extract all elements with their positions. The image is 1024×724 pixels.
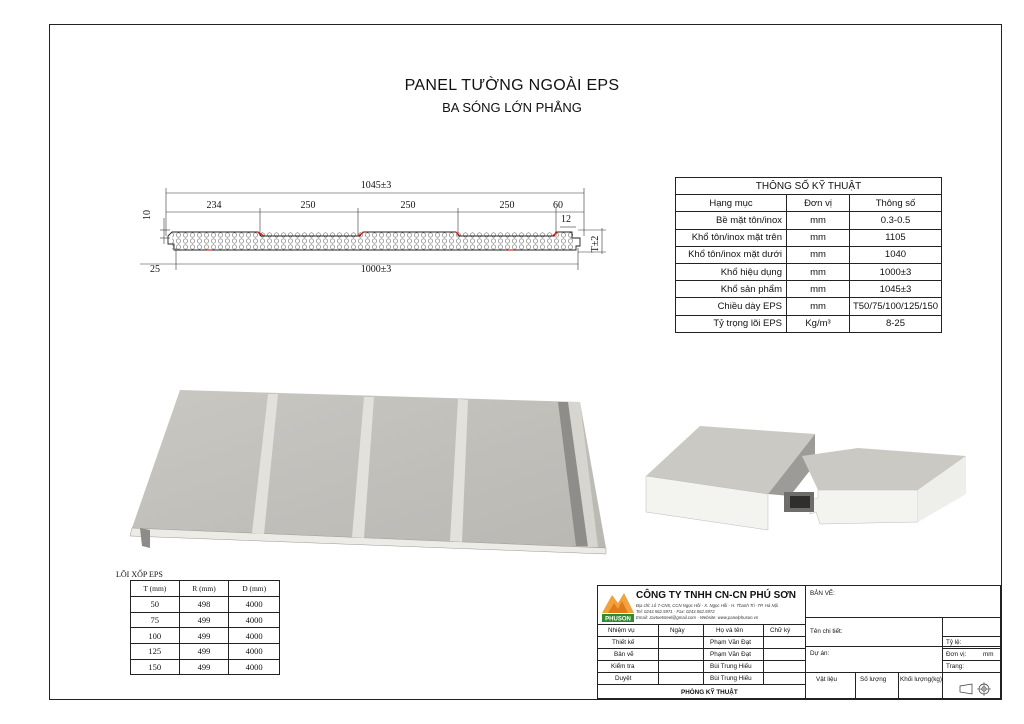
- ten-chi-tiet-label: Tên chi tiết:: [810, 628, 843, 635]
- panel-render: [128, 380, 608, 555]
- core-cell: 4000: [229, 659, 280, 675]
- spec-cell: Bề mặt tôn/inox: [676, 212, 787, 229]
- core-header: T (mm): [131, 581, 180, 597]
- ty-le-label: Tỷ lệ:: [946, 639, 962, 646]
- logo-text: PHUSON: [605, 616, 631, 623]
- table-row: [131, 628, 280, 644]
- dim-effective-width: 1000±3: [360, 264, 392, 275]
- title-block: [597, 585, 1001, 699]
- tb-header: Ngày: [670, 627, 685, 634]
- spec-cell: Khổ hiệu dụng: [676, 263, 787, 280]
- core-cell: 4000: [229, 628, 280, 644]
- dim-12: 12: [561, 214, 571, 225]
- core-cell: 4000: [229, 597, 280, 613]
- tb-role: Thiết kế: [612, 639, 635, 646]
- core-cell: 125: [131, 644, 180, 660]
- spec-cell: Tỷ trọng lõi EPS: [676, 315, 787, 332]
- tb-name: Phạm Văn Đạt: [710, 651, 751, 658]
- page-subtitle: BA SÓNG LỚN PHẲNG: [442, 100, 582, 115]
- core-cell: 499: [179, 659, 229, 675]
- spec-table: [675, 177, 942, 333]
- spec-cell: mm: [787, 263, 850, 280]
- core-cell: 499: [179, 644, 229, 660]
- spec-cell: mm: [787, 229, 850, 246]
- khoi-luong-label: Khối lượng(kg): [900, 676, 942, 683]
- spec-cell: T50/75/100/125/150: [850, 298, 942, 315]
- tb-name: Phạm Văn Đạt: [710, 639, 751, 646]
- dim-seg-1: 234: [206, 200, 222, 211]
- table-row: [131, 597, 280, 613]
- spec-cell: 1045±3: [850, 281, 942, 298]
- vat-lieu-label: Vật liệu: [816, 676, 838, 683]
- core-cell: 100: [131, 628, 180, 644]
- spec-cell: Khổ sản phẩm: [676, 281, 787, 298]
- table-row: [676, 212, 942, 229]
- page-title: PANEL TƯỜNG NGOÀI EPS: [404, 77, 620, 94]
- tb-name: Bùi Trung Hiếu: [710, 663, 752, 670]
- spec-cell: 1040: [850, 246, 942, 263]
- table-row: [131, 612, 280, 628]
- tb-role: Kiểm tra: [611, 663, 635, 670]
- core-table: [130, 580, 280, 675]
- spec-cell: mm: [787, 246, 850, 263]
- dim-seg-3: 250: [400, 200, 416, 211]
- spec-cell: 1105: [850, 229, 942, 246]
- core-header: D (mm): [229, 581, 280, 597]
- dim-seg-4: 250: [499, 200, 515, 211]
- company-logo: [602, 589, 634, 623]
- tb-header: Chữ ký: [770, 627, 791, 634]
- spec-cell: Kg/m³: [787, 315, 850, 332]
- dim-thickness: T±2: [590, 235, 601, 253]
- table-row: [676, 298, 942, 315]
- don-vi-value: mm: [983, 651, 994, 658]
- table-row: [676, 315, 942, 332]
- core-cell: 150: [131, 659, 180, 675]
- department-label: PHÒNG KỸ THUẬT: [681, 689, 738, 696]
- tb-role: Bản vẽ: [614, 651, 634, 658]
- spec-cell: mm: [787, 298, 850, 315]
- spec-cell: 0.3-0.5: [850, 212, 942, 229]
- spec-cell: mm: [787, 281, 850, 298]
- company-name: CÔNG TY TNHH CN-CN PHÚ SƠN: [636, 590, 797, 601]
- spec-cell: Chiều dày EPS: [676, 298, 787, 315]
- dim-25: 25: [150, 264, 160, 275]
- spec-cell: mm: [787, 212, 850, 229]
- dim-seg-5: 60: [553, 200, 563, 211]
- dim-overall-width: 1045±3: [360, 180, 392, 191]
- spec-cell: 8-25: [850, 315, 942, 332]
- tb-header: Nhiệm vụ: [608, 627, 635, 634]
- table-row: [676, 246, 942, 263]
- table-row: [131, 659, 280, 675]
- table-row: [131, 644, 280, 660]
- spec-table-caption: THÔNG SỐ KỸ THUẬT: [676, 178, 942, 195]
- core-cell: 499: [179, 612, 229, 628]
- core-cell: 75: [131, 612, 180, 628]
- core-cell: 4000: [229, 644, 280, 660]
- projection-symbol-icon: [958, 682, 994, 696]
- so-luong-label: Số lượng: [860, 676, 887, 683]
- spec-cell: 1000±3: [850, 263, 942, 280]
- core-table-caption: LÕI XỐP EPS: [116, 570, 163, 579]
- don-vi-label: Đơn vị:: [946, 651, 967, 658]
- spec-cell: Khổ tôn/inox mặt trên: [676, 229, 787, 246]
- dim-seg-2: 250: [300, 200, 316, 211]
- du-an-label: Dự án:: [810, 650, 830, 657]
- cross-section-drawing: [140, 172, 620, 282]
- tb-header: Họ và tên: [716, 627, 743, 634]
- spec-cell: Khổ tôn/inox mặt dưới: [676, 246, 787, 263]
- table-row: [676, 229, 942, 246]
- tb-role: Duyệt: [615, 675, 632, 682]
- core-cell: 499: [179, 628, 229, 644]
- tb-name: Bùi Trung Hiếu: [710, 675, 752, 682]
- core-cell: 4000: [229, 612, 280, 628]
- spec-header: Đơn vị: [787, 195, 850, 212]
- company-email: Email: Javtoetsteel@gmail.com - Website: www.panelphuson.vn: [636, 615, 759, 620]
- trang-label: Trang:: [946, 663, 964, 670]
- company-phone: Tel: 0243.562.5971 - Fax: 0243.562.5972: [636, 609, 715, 614]
- company-address: Địa chỉ: Lô 7-CN5, CCN Ngọc Hồi - X. Ngọc Hồi - H. Thanh Trì -TP. Hà Nội: [636, 603, 778, 608]
- panel-joint-render: [640, 420, 980, 540]
- core-header: R (mm): [179, 581, 229, 597]
- core-cell: 50: [131, 597, 180, 613]
- core-cell: 498: [179, 597, 229, 613]
- dim-10: 10: [142, 210, 153, 220]
- spec-header: Hạng mục: [676, 195, 787, 212]
- spec-header: Thông số: [850, 195, 942, 212]
- ban-ve-label: BẢN VẼ:: [810, 590, 835, 597]
- table-row: [676, 263, 942, 280]
- table-row: [676, 281, 942, 298]
